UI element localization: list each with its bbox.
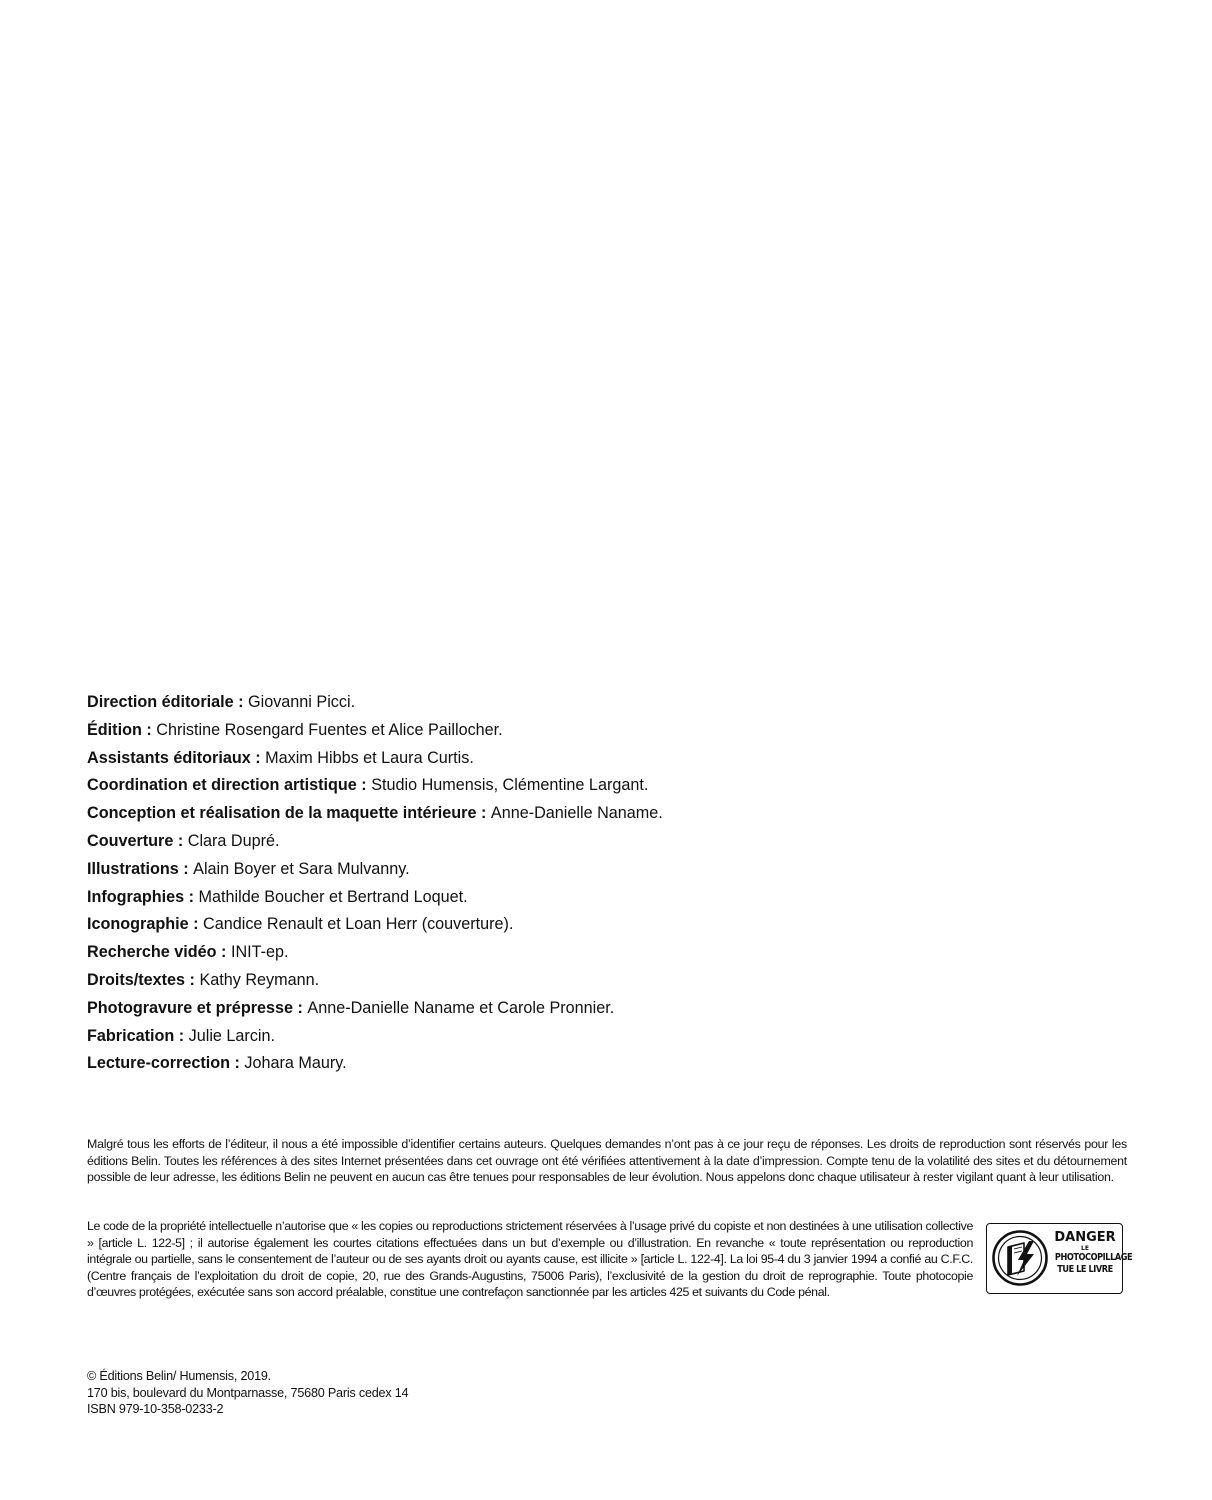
- credit-separator: :: [174, 1026, 189, 1045]
- copyright-line: © Éditions Belin/ Humensis, 2019.: [87, 1369, 271, 1383]
- credit-line: [87, 1050, 1127, 1078]
- credit-line: [87, 911, 1127, 939]
- credits-list: [87, 689, 1127, 1078]
- legal-notice: Le code de la propriété intellectuelle n’autorise que « les copies ou reproductions strictement réservées à l’usage privé du copiste et non destinées à une utilisation collective » [article L. 122-5] ; il autorise également les courtes citations effectuées dans un but d’exemple ou d’illustration. En revanche « toute représentation ou reproduction intégrale ou partielle, sans le consentement de l’auteur ou de ses ayants droit ou ayants cause, est illicite » [article L. 122-4]. La loi 95-4 du 3 janvier 1994 a confié au C.F.C. (Centre français de l’exploitation du droit de copie, 20, rue des Grands-Augustins, 75006 Paris), l’exclusivité de la gestion du droit de reprographie. Toute photocopie d’œuvres protégées, exécutée sans son accord préalable, constitue une contrefaçon sanctionnée par les articles 425 et suivants du Code pénal.: [87, 1219, 973, 1299]
- credit-role: Assistants éditoriaux: [87, 748, 251, 767]
- credit-line: [87, 800, 1127, 828]
- credit-names: INIT-ep.: [230, 943, 289, 962]
- credit-role: Couverture: [87, 831, 174, 850]
- credit-names: Studio Humensis, Clémentine Largant.: [371, 776, 649, 795]
- credit-names: Johara Maury.: [244, 1054, 347, 1073]
- credit-role: Droits/textes: [87, 970, 186, 989]
- credit-names: Giovanni Picci.: [248, 693, 356, 711]
- credit-line: [87, 995, 1127, 1023]
- credit-separator: :: [141, 720, 157, 739]
- danger-badge-text: [1050, 1230, 1133, 1276]
- credit-separator: :: [293, 998, 308, 1017]
- book-lightning-icon: [991, 1229, 1049, 1287]
- credit-line: [87, 689, 1127, 717]
- credit-role: Recherche vidéo: [87, 943, 217, 962]
- danger-photocopillage-badge: [986, 1223, 1133, 1294]
- credit-names: Mathilde Boucher et Bertrand Loquet.: [198, 887, 468, 906]
- credit-separator: :: [173, 831, 188, 850]
- credit-names: Candice Renault et Loan Herr (couverture).: [203, 915, 514, 934]
- credit-separator: :: [184, 887, 199, 906]
- credit-role: Conception et réalisation de la maquette intérieure: [87, 804, 477, 823]
- credit-names: Christine Rosengard Fuentes et Alice Paillocher.: [156, 720, 503, 739]
- credit-separator: :: [216, 943, 231, 962]
- danger-line-1: PHOTOCOPILLAGE: [1054, 1252, 1133, 1263]
- credit-line: [87, 1023, 1127, 1051]
- credit-separator: :: [250, 748, 266, 767]
- credit-separator: :: [185, 970, 200, 989]
- legal-block: [87, 1218, 1133, 1300]
- credit-names: Anne-Danielle Naname et Carole Pronnier.: [307, 998, 615, 1017]
- credit-names: Maxim Hibbs et Laura Curtis.: [265, 748, 474, 767]
- credit-separator: :: [356, 776, 372, 795]
- credit-names: Clara Dupré.: [187, 831, 280, 850]
- credit-role: Coordination et direction artistique: [87, 776, 357, 795]
- rights-notice: Malgré tous les efforts de l’éditeur, il nous a été impossible d’identifier certains auteurs. Quelques demandes n’ont pas à ce jour reçu de réponses. Les droits de reproduction sont réservés pour les éditions Belin. Toutes les références à des sites Internet présentées dans cet ouvrage ont été vérifiées attentivement à la date d’impression. Compte tenu de la volatilité des sites et du détournement possible de leur adresse, les éditions Belin ne peuvent en aucun cas être tenues pour responsables de leur évolution. Nous appelons donc chaque utilisateur à rester vigilant quant à leur utilisation.: [87, 1137, 1127, 1184]
- imprint: [87, 1368, 408, 1418]
- credit-names: Julie Larcin.: [188, 1026, 276, 1045]
- credit-line: [87, 856, 1127, 884]
- credit-role: Édition: [87, 720, 142, 739]
- danger-line-2: TUE LE LIVRE: [1057, 1264, 1113, 1275]
- isbn: ISBN 979-10-358-0233-2: [87, 1402, 224, 1416]
- credit-role: Illustrations: [87, 859, 179, 878]
- credit-line: [87, 939, 1127, 967]
- credit-separator: :: [178, 859, 194, 878]
- credit-names: Anne-Danielle Naname.: [490, 804, 663, 823]
- danger-le: LE: [1081, 1245, 1089, 1252]
- credit-names: Kathy Reymann.: [199, 970, 320, 989]
- danger-title: DANGER: [1054, 1230, 1116, 1245]
- credit-line: [87, 717, 1127, 745]
- credit-line: [87, 967, 1127, 995]
- credit-role: Fabrication: [87, 1026, 175, 1045]
- publisher-address: 170 bis, boulevard du Montparnasse, 75680 Paris cedex 14: [87, 1385, 409, 1400]
- credit-role: Infographies: [87, 887, 185, 906]
- credit-names: Alain Boyer et Sara Mulvanny.: [193, 859, 410, 878]
- credit-separator: :: [233, 693, 249, 711]
- credit-role: Direction éditoriale: [87, 693, 234, 711]
- credit-separator: :: [476, 804, 491, 823]
- credit-separator: :: [230, 1054, 245, 1073]
- credit-separator: :: [188, 915, 204, 934]
- credit-role: Iconographie: [87, 915, 189, 934]
- credit-role: Lecture-correction: [87, 1054, 231, 1073]
- credit-line: [87, 884, 1127, 912]
- credit-role: Photogravure et prépresse: [87, 998, 294, 1017]
- credit-line: [87, 745, 1127, 773]
- credit-line: [87, 828, 1127, 856]
- credit-line: [87, 772, 1127, 800]
